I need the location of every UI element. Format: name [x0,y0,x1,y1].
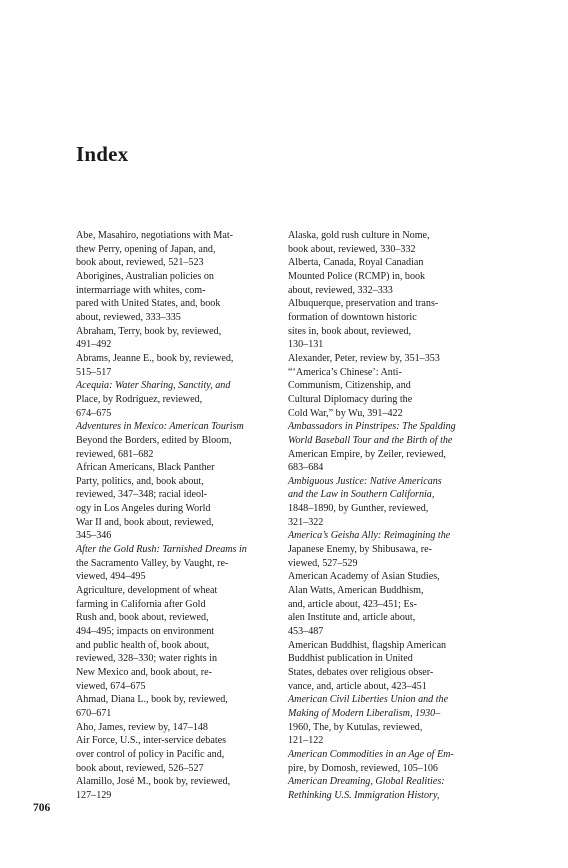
index-entry: Ambassadors in Pinstripes: The Spalding World Baseball Tour and the Birth of the American Empire, by Zeiler, reviewed, 683–684 [288,421,456,474]
index-entry: Aho, James, review by, 147–148 [76,721,208,733]
index-column-left [76,229,276,803]
index-entry: African Americans, Black Panther Party, politics, and, book about, reviewed, 347–348; racial ideol- ogy in Los Angeles during World War II and, book about, reviewed, 345–346 [76,462,215,542]
index-entry: Alamillo, José M., book by, reviewed, 127–129 [76,776,231,801]
index-entry: Ambiguous Justice: Native Americans and the Law in Southern California, 1848–1890, by Gunther, reviewed, 321–322 [288,475,442,528]
index-entry: American Dreaming, Global Realities: Rethinking U.S. Immigration History, [288,776,445,801]
index-entry: Alaska, gold rush culture in Nome, book about, reviewed, 330–332 [288,230,430,255]
index-entry: Aborigines, Australian policies on intermarriage with whites, com- pared with United States, and, book about, reviewed, 333–335 [76,270,221,323]
index-entry: Acequia: Water Sharing, Sanctity, and Place, by Rodríguez, reviewed, 674–675 [76,380,231,419]
index-entry: Agriculture, development of wheat farming in California after Gold Rush and, book about, reviewed, 494–495; impacts on environment and public health of, book about, reviewed, 328–330; water rights in New Mexico and, book about, re- viewed, 674–675 [76,585,218,692]
index-entry: American Civil Liberties Union and the Making of Modern Liberalism, 1930– 1960, The, by Kutulas, reviewed, 121–122 [288,694,449,747]
page-number: 706 [33,802,51,814]
index-entry: After the Gold Rush: Tarnished Dreams in the Sacramento Valley, by Vaught, re- viewed, 494–495 [76,544,247,583]
index-entry: “‘America’s Chinese’: Anti- Communism, Citizenship, and Cultural Diplomacy during the Cold War,” by Wu, 391–422 [288,366,413,419]
index-entry: Albuquerque, preservation and trans- formation of downtown historic sites in, book about, reviewed, 130–131 [288,298,439,351]
index-entry: Air Force, U.S., inter-service debates over control of policy in Pacific and, book about, reviewed, 526–527 [76,735,227,774]
index-entry: Adventures in Mexico: American Tourism Beyond the Borders, edited by Bloom, reviewed, 681–682 [76,421,244,460]
index-entry: American Buddhist, flagship American Buddhist publication in United States, debates over religious obser- vance, and, article about, 423–451 [288,639,447,692]
index-entry: Alberta, Canada, Royal Canadian Mounted Police (RCMP) in, book about, reviewed, 332–333 [288,257,426,296]
index-entry: America’s Geisha Ally: Reimagining the Japanese Enemy, by Shibusawa, re- viewed, 527–529 [288,530,451,569]
index-entry: Alexander, Peter, review by, 351–353 [288,352,440,364]
index-entry: Ahmad, Diana L., book by, reviewed, 670–671 [76,694,228,719]
index-entry: American Academy of Asian Studies, Alan Watts, American Buddhism, and, article about, 423–451; Es- alen Institute and, article about, 453–487 [288,571,440,638]
index-entry: Abrams, Jeanne E., book by, reviewed, 515–517 [76,352,234,378]
index-column-right [288,229,488,803]
index-entry: Abe, Masahiro, negotiations with Mat- thew Perry, opening of Japan, and, book about, reviewed, 521–523 [76,230,233,269]
index-entry: Abraham, Terry, book by, reviewed, 491–492 [76,325,222,351]
page-title: Index [76,142,129,166]
index-entry: American Commodities in an Age of Em- pire, by Domosh, reviewed, 105–106 [288,748,454,774]
